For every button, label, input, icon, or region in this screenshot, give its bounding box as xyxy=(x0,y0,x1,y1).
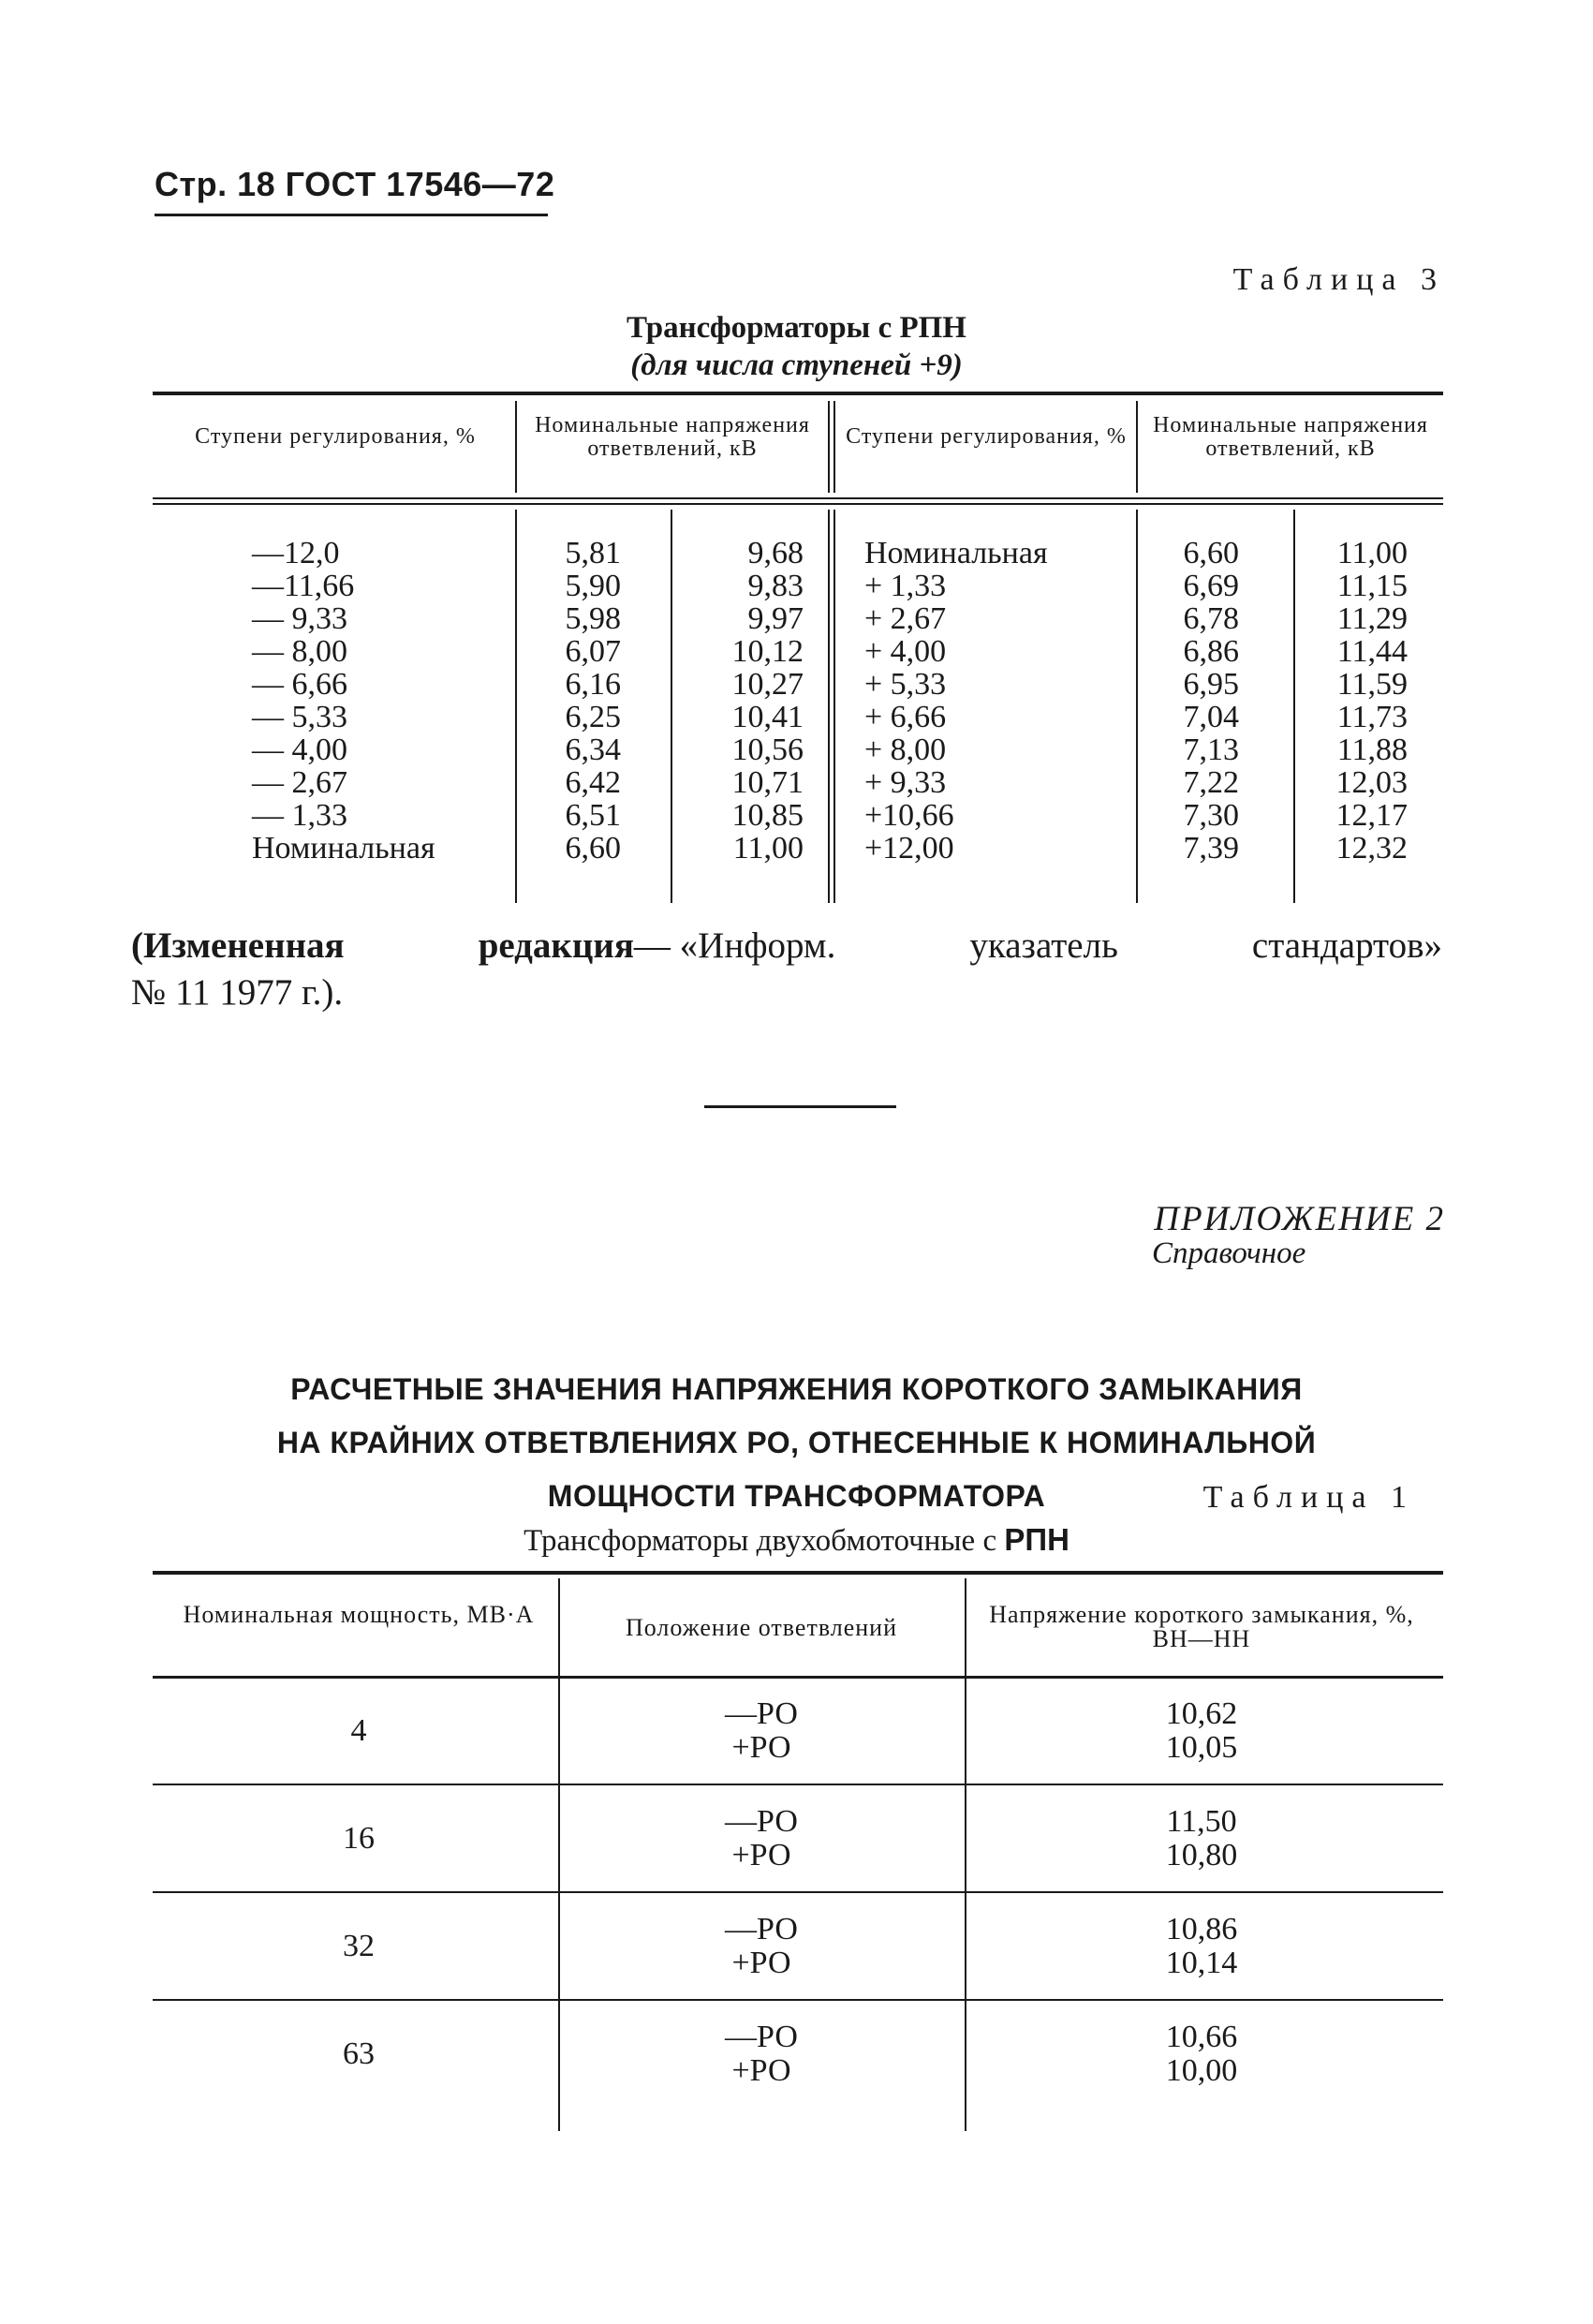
table1-label: Таблица 1 xyxy=(1202,1480,1415,1515)
t3-cell-voltage: 11,73 xyxy=(1336,700,1408,734)
t3-cell-step: +10,66 xyxy=(864,798,954,833)
t1-header-voltage: Напряжение короткого замыкания, %, ВН—НН xyxy=(989,1601,1414,1652)
note-bold-2: редакция xyxy=(478,925,634,966)
t3-cell-step: —11,66 xyxy=(252,569,355,603)
t3-cell-step: + 4,00 xyxy=(864,634,947,669)
t3-cell-step: + 5,33 xyxy=(864,667,947,702)
table3-header-rule-1 xyxy=(153,497,1443,499)
t3-cell-voltage: 7,22 xyxy=(1183,765,1239,800)
t3-cell-step: — 1,33 xyxy=(252,798,347,833)
t3-cell-step: + 1,33 xyxy=(864,569,947,603)
t3-col-right-steps xyxy=(864,537,1117,865)
t3-cell-voltage: 12,17 xyxy=(1335,798,1408,833)
t3-cell-step: — 9,33 xyxy=(252,601,347,636)
table3-top-rule xyxy=(153,392,1443,395)
t1-row-values: 10,66 10,00 xyxy=(1165,2020,1238,2088)
t3-cell-voltage: 10,85 xyxy=(731,798,804,833)
t3-cell-voltage: 11,59 xyxy=(1336,667,1408,702)
t1-row-values: 11,50 10,80 xyxy=(1165,1804,1238,1873)
t3-cell-voltage: 10,71 xyxy=(731,765,804,800)
t3-col-right-v1 xyxy=(1145,537,1239,865)
t3-cell-voltage: 5,98 xyxy=(565,601,621,636)
t1-vline xyxy=(558,1578,560,2131)
t3-cell-voltage: 6,86 xyxy=(1183,634,1239,669)
table1-title-bold: РПН xyxy=(1004,1522,1069,1557)
t3-vline xyxy=(515,401,517,493)
table3-title-main: Трансформаторы с РПН xyxy=(627,311,966,345)
table1-row-rule xyxy=(153,1891,1443,1893)
heading-line: РАСЧЕТНЫЕ ЗНАЧЕНИЯ НАПРЯЖЕНИЯ КОРОТКОГО ЗАМЫКАНИЯ xyxy=(290,1372,1303,1406)
t1-row-positions: —РО +РО xyxy=(725,2020,798,2088)
note-bold-1: (Измененная xyxy=(131,925,345,966)
t3-vline xyxy=(833,510,835,903)
t3-cell-voltage: 7,13 xyxy=(1183,733,1239,767)
t1-vline xyxy=(965,1578,966,2131)
table3-label: Таблица 3 xyxy=(1232,262,1445,297)
t3-cell-voltage: 7,39 xyxy=(1183,831,1239,866)
t3-col-left-v1 xyxy=(527,537,621,865)
t3-header-steps-left: Ступени регулирования, % xyxy=(195,424,476,449)
t3-cell-voltage: 11,15 xyxy=(1336,569,1408,603)
note-text-1: — «Информ. xyxy=(633,925,836,966)
t3-cell-voltage: 6,42 xyxy=(565,765,621,800)
t3-cell-step: Номинальная xyxy=(252,831,435,866)
t1-header-power: Номинальная мощность, МВ·А xyxy=(183,1601,535,1628)
heading-line: МОЩНОСТИ ТРАНСФОРМАТОРА xyxy=(547,1479,1046,1513)
table3 xyxy=(153,392,1443,897)
heading-line: НА КРАЙНИХ ОТВЕТВЛЕНИЯХ РО, ОТНЕСЕННЫЕ К НОМИНАЛЬНОЙ xyxy=(276,1426,1317,1459)
t3-cell-voltage: 10,12 xyxy=(731,634,804,669)
t3-vline xyxy=(828,510,830,903)
t3-cell-voltage: 7,04 xyxy=(1183,700,1239,734)
t3-cell-voltage: 9,97 xyxy=(747,601,804,636)
table1 xyxy=(153,1571,1443,2133)
t3-cell-voltage: 10,41 xyxy=(731,700,804,734)
t3-vline xyxy=(833,401,835,493)
t3-cell-voltage: 11,44 xyxy=(1336,634,1408,669)
t3-cell-voltage: 6,60 xyxy=(1183,536,1239,570)
t3-cell-voltage: 11,88 xyxy=(1336,733,1408,767)
t3-cell-step: +12,00 xyxy=(864,831,954,866)
t3-cell-step: — 5,33 xyxy=(252,700,347,734)
t3-cell-voltage: 6,25 xyxy=(565,700,621,734)
table1-row-rule xyxy=(153,1784,1443,1785)
t3-vline xyxy=(1136,401,1138,493)
revision-note xyxy=(131,923,1442,1016)
t3-cell-voltage: 11,00 xyxy=(732,831,804,866)
t3-cell-step: Номинальная xyxy=(864,536,1048,570)
t3-vline xyxy=(515,510,517,903)
t3-col-right-v2 xyxy=(1305,537,1408,865)
table3-header-rule-2 xyxy=(153,503,1443,505)
t3-col-left-v2 xyxy=(696,537,804,865)
table3-subtitle: (для числа ступеней +9) xyxy=(630,348,963,382)
t3-cell-step: — 2,67 xyxy=(252,765,347,800)
t3-header-steps-right: Ступени регулирования, % xyxy=(846,424,1127,449)
t3-vline xyxy=(828,401,830,493)
t3-vline xyxy=(1136,510,1138,903)
t1-row-power: 4 xyxy=(350,1713,367,1748)
t3-cell-voltage: 6,16 xyxy=(565,667,621,702)
t1-header-position: Положение ответвлений xyxy=(625,1614,898,1641)
t3-cell-voltage: 10,56 xyxy=(731,733,804,767)
t1-row-positions: —РО +РО xyxy=(725,1804,798,1873)
t3-cell-voltage: 6,60 xyxy=(565,831,621,866)
t3-cell-voltage: 5,90 xyxy=(565,569,621,603)
t1-row-power: 16 xyxy=(343,1821,375,1856)
t3-cell-voltage: 11,29 xyxy=(1336,601,1408,636)
t3-cell-voltage: 5,81 xyxy=(565,536,621,570)
table1-title-plain: Трансформаторы двухобмоточные с xyxy=(524,1524,997,1558)
section-divider xyxy=(704,1105,896,1108)
t3-cell-step: + 8,00 xyxy=(864,733,947,767)
t3-cell-voltage: 6,07 xyxy=(565,634,621,669)
t3-cell-voltage: 10,27 xyxy=(731,667,804,702)
table3-title xyxy=(0,309,1593,384)
t1-row-power: 63 xyxy=(343,2036,375,2071)
t3-cell-voltage: 7,30 xyxy=(1183,798,1239,833)
t3-cell-voltage: 9,83 xyxy=(747,569,804,603)
t3-header-voltage-right: Номинальные напряжения ответвлений, кВ xyxy=(1153,413,1428,461)
page-header: Стр. 18 ГОСТ 17546—72 xyxy=(155,165,555,203)
t3-cell-voltage: 6,51 xyxy=(565,798,621,833)
note-line-2: № 11 1977 г.). xyxy=(131,972,344,1013)
t3-cell-voltage: 12,32 xyxy=(1335,831,1408,866)
t3-cell-step: — 4,00 xyxy=(252,733,347,767)
t1-row-values: 10,86 10,14 xyxy=(1165,1912,1238,1980)
t3-vline xyxy=(671,510,672,903)
header-rule xyxy=(155,214,548,216)
t3-cell-step: — 8,00 xyxy=(252,634,347,669)
note-text-3: стандартов» xyxy=(1251,925,1442,966)
t3-col-left-steps xyxy=(252,537,505,865)
table1-title xyxy=(0,1522,1593,1559)
table1-top-rule xyxy=(153,1571,1443,1575)
t3-cell-voltage: 6,69 xyxy=(1183,569,1239,603)
t3-cell-voltage: 6,78 xyxy=(1183,601,1239,636)
t1-row-positions: —РО +РО xyxy=(725,1696,798,1765)
note-text-2: указатель xyxy=(969,925,1118,966)
appendix-subtitle: Справочное xyxy=(1152,1236,1306,1270)
t3-vline xyxy=(1293,510,1295,903)
t3-cell-voltage: 6,34 xyxy=(565,733,621,767)
t3-cell-voltage: 6,95 xyxy=(1183,667,1239,702)
appendix-title: ПРИЛОЖЕНИЕ 2 xyxy=(1154,1200,1445,1238)
t3-cell-step: —12,0 xyxy=(252,536,340,570)
t1-row-power: 32 xyxy=(343,1929,375,1963)
t3-cell-step: — 6,66 xyxy=(252,667,347,702)
t3-cell-step: + 6,66 xyxy=(864,700,947,734)
t3-cell-step: + 9,33 xyxy=(864,765,947,800)
table1-row-rule xyxy=(153,1999,1443,2001)
t1-row-values: 10,62 10,05 xyxy=(1165,1696,1238,1765)
t1-row-positions: —РО +РО xyxy=(725,1912,798,1980)
t3-cell-voltage: 12,03 xyxy=(1335,765,1408,800)
t3-cell-step: + 2,67 xyxy=(864,601,947,636)
table1-header-rule xyxy=(153,1676,1443,1679)
t3-cell-voltage: 9,68 xyxy=(747,536,804,570)
t3-header-voltage-left: Номинальные напряжения ответвлений, кВ xyxy=(535,413,810,461)
t3-cell-voltage: 11,00 xyxy=(1336,536,1408,570)
